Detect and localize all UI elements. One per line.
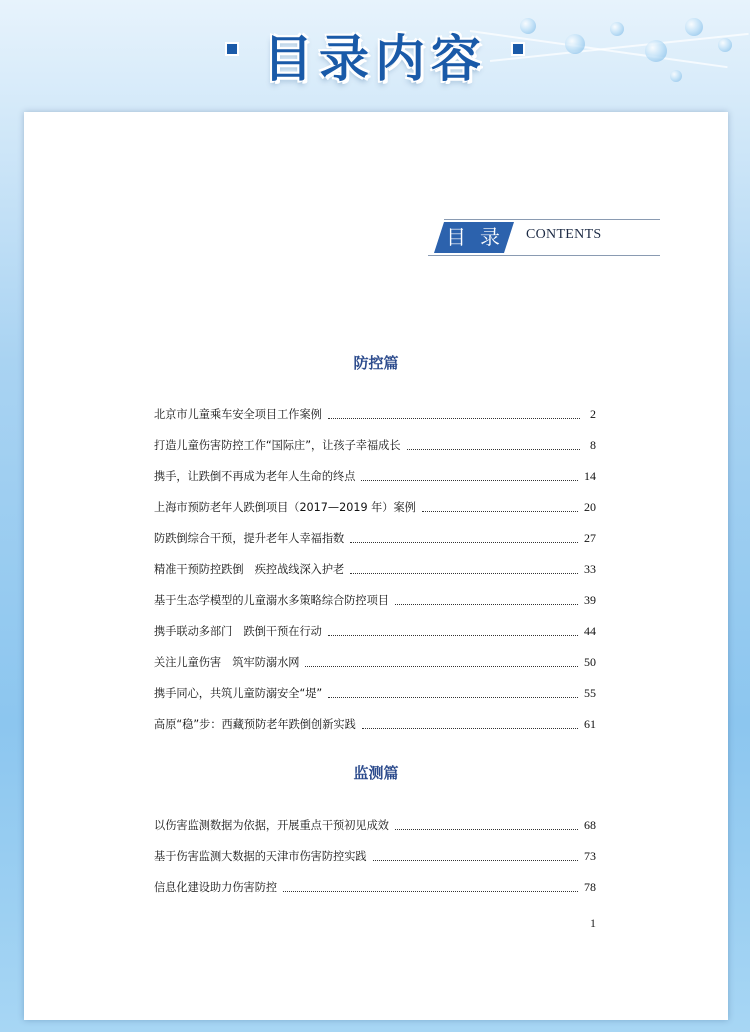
banner xyxy=(0,0,750,110)
toc-entry-title: 北京市儿童乘车安全项目工作案例 xyxy=(154,408,322,421)
banner-title: 目录内容 xyxy=(263,30,487,88)
header-rule-bottom xyxy=(428,255,660,256)
section-title-prevention: 防控篇 xyxy=(353,354,399,372)
toc-entry[interactable] xyxy=(154,495,596,515)
toc-entry-page: 2 xyxy=(590,407,596,421)
toc-entry-page: 8 xyxy=(590,438,596,452)
toc-entry-title: 携手同心，共筑儿童防溺安全“堤” xyxy=(154,687,323,700)
toc-entry-page: 20 xyxy=(584,500,596,514)
toc-entry[interactable] xyxy=(154,712,596,732)
toc-leader-dots xyxy=(350,541,578,543)
document-page xyxy=(24,112,728,1020)
toc-entry[interactable] xyxy=(154,433,596,453)
toc-leader-dots xyxy=(395,603,578,605)
toc-entry-title: 上海市预防老年人跌倒项目（2017—2019 年）案例 xyxy=(154,501,416,514)
toc-entry-title: 关注儿童伤害 筑牢防溺水网 xyxy=(154,656,300,669)
toc-entry-page: 50 xyxy=(584,655,596,669)
toc-leader-dots xyxy=(373,859,578,861)
toc-entry-page: 44 xyxy=(584,624,596,638)
toc-entry-page: 39 xyxy=(584,593,596,607)
banner-left-dot xyxy=(225,42,239,56)
toc-entry[interactable] xyxy=(154,650,596,670)
toc-entry-title: 高原“稳”步：西藏预防老年跌倒创新实践 xyxy=(154,718,356,731)
toc-entry[interactable] xyxy=(154,619,596,639)
toc-entry[interactable] xyxy=(154,588,596,608)
toc-entry[interactable] xyxy=(154,557,596,577)
toc-leader-dots xyxy=(407,448,580,450)
toc-leader-dots xyxy=(350,572,578,574)
toc-entry[interactable] xyxy=(154,402,596,422)
toc-entry-title: 携手联动多部门 跌倒干预在行动 xyxy=(154,625,322,638)
toc-entry[interactable] xyxy=(154,464,596,484)
toc-leader-dots xyxy=(283,890,578,892)
toc-leader-dots xyxy=(328,634,578,636)
section-title-monitoring: 监测篇 xyxy=(353,764,399,782)
toc-entry-page: 73 xyxy=(584,849,596,863)
toc-entry-page: 14 xyxy=(584,469,596,483)
toc-entry-title: 防跌倒综合干预，提升老年人幸福指数 xyxy=(154,532,345,545)
toc-entry-page: 55 xyxy=(584,686,596,700)
toc-entry-page: 78 xyxy=(584,880,596,894)
toc-entry-page: 68 xyxy=(584,818,596,832)
toc-entry[interactable] xyxy=(154,813,596,833)
toc-leader-dots xyxy=(361,479,578,481)
toc-entry-title: 精准干预防控跌倒 疾控战线深入护老 xyxy=(154,563,345,576)
banner-right-dot xyxy=(511,42,525,56)
toc-entry-title: 打造儿童伤害防控工作“国际庄”，让孩子幸福成长 xyxy=(154,439,401,452)
contents-cn-label: 目录 xyxy=(446,225,514,249)
toc-entry-page: 33 xyxy=(584,562,596,576)
toc-leader-dots xyxy=(422,510,578,512)
page-number: 1 xyxy=(590,916,596,930)
toc-entry-page: 27 xyxy=(584,531,596,545)
toc-leader-dots xyxy=(305,665,578,667)
toc-entry[interactable] xyxy=(154,844,596,864)
toc-entry-title: 信息化建设助力伤害防控 xyxy=(154,881,278,894)
toc-leader-dots xyxy=(362,727,578,729)
toc-entry[interactable] xyxy=(154,526,596,546)
toc-entry-title: 基于生态学模型的儿童溺水多策略综合防控项目 xyxy=(154,594,389,607)
toc-entry-title: 以伤害监测数据为依据，开展重点干预初见成效 xyxy=(154,819,389,832)
contents-en-label: CONTENTS xyxy=(526,227,602,242)
toc-entry[interactable] xyxy=(154,681,596,701)
toc-entry-page: 61 xyxy=(584,717,596,731)
toc-entry[interactable] xyxy=(154,875,596,895)
toc-entry-title: 携手，让跌倒不再成为老年人生命的终点 xyxy=(154,470,356,483)
toc-leader-dots xyxy=(328,696,578,698)
toc-entry-title: 基于伤害监测大数据的天津市伤害防控实践 xyxy=(154,850,367,863)
contents-header xyxy=(428,219,660,257)
header-rule-top xyxy=(444,219,660,220)
toc-leader-dots xyxy=(328,417,580,419)
toc-leader-dots xyxy=(395,828,578,830)
